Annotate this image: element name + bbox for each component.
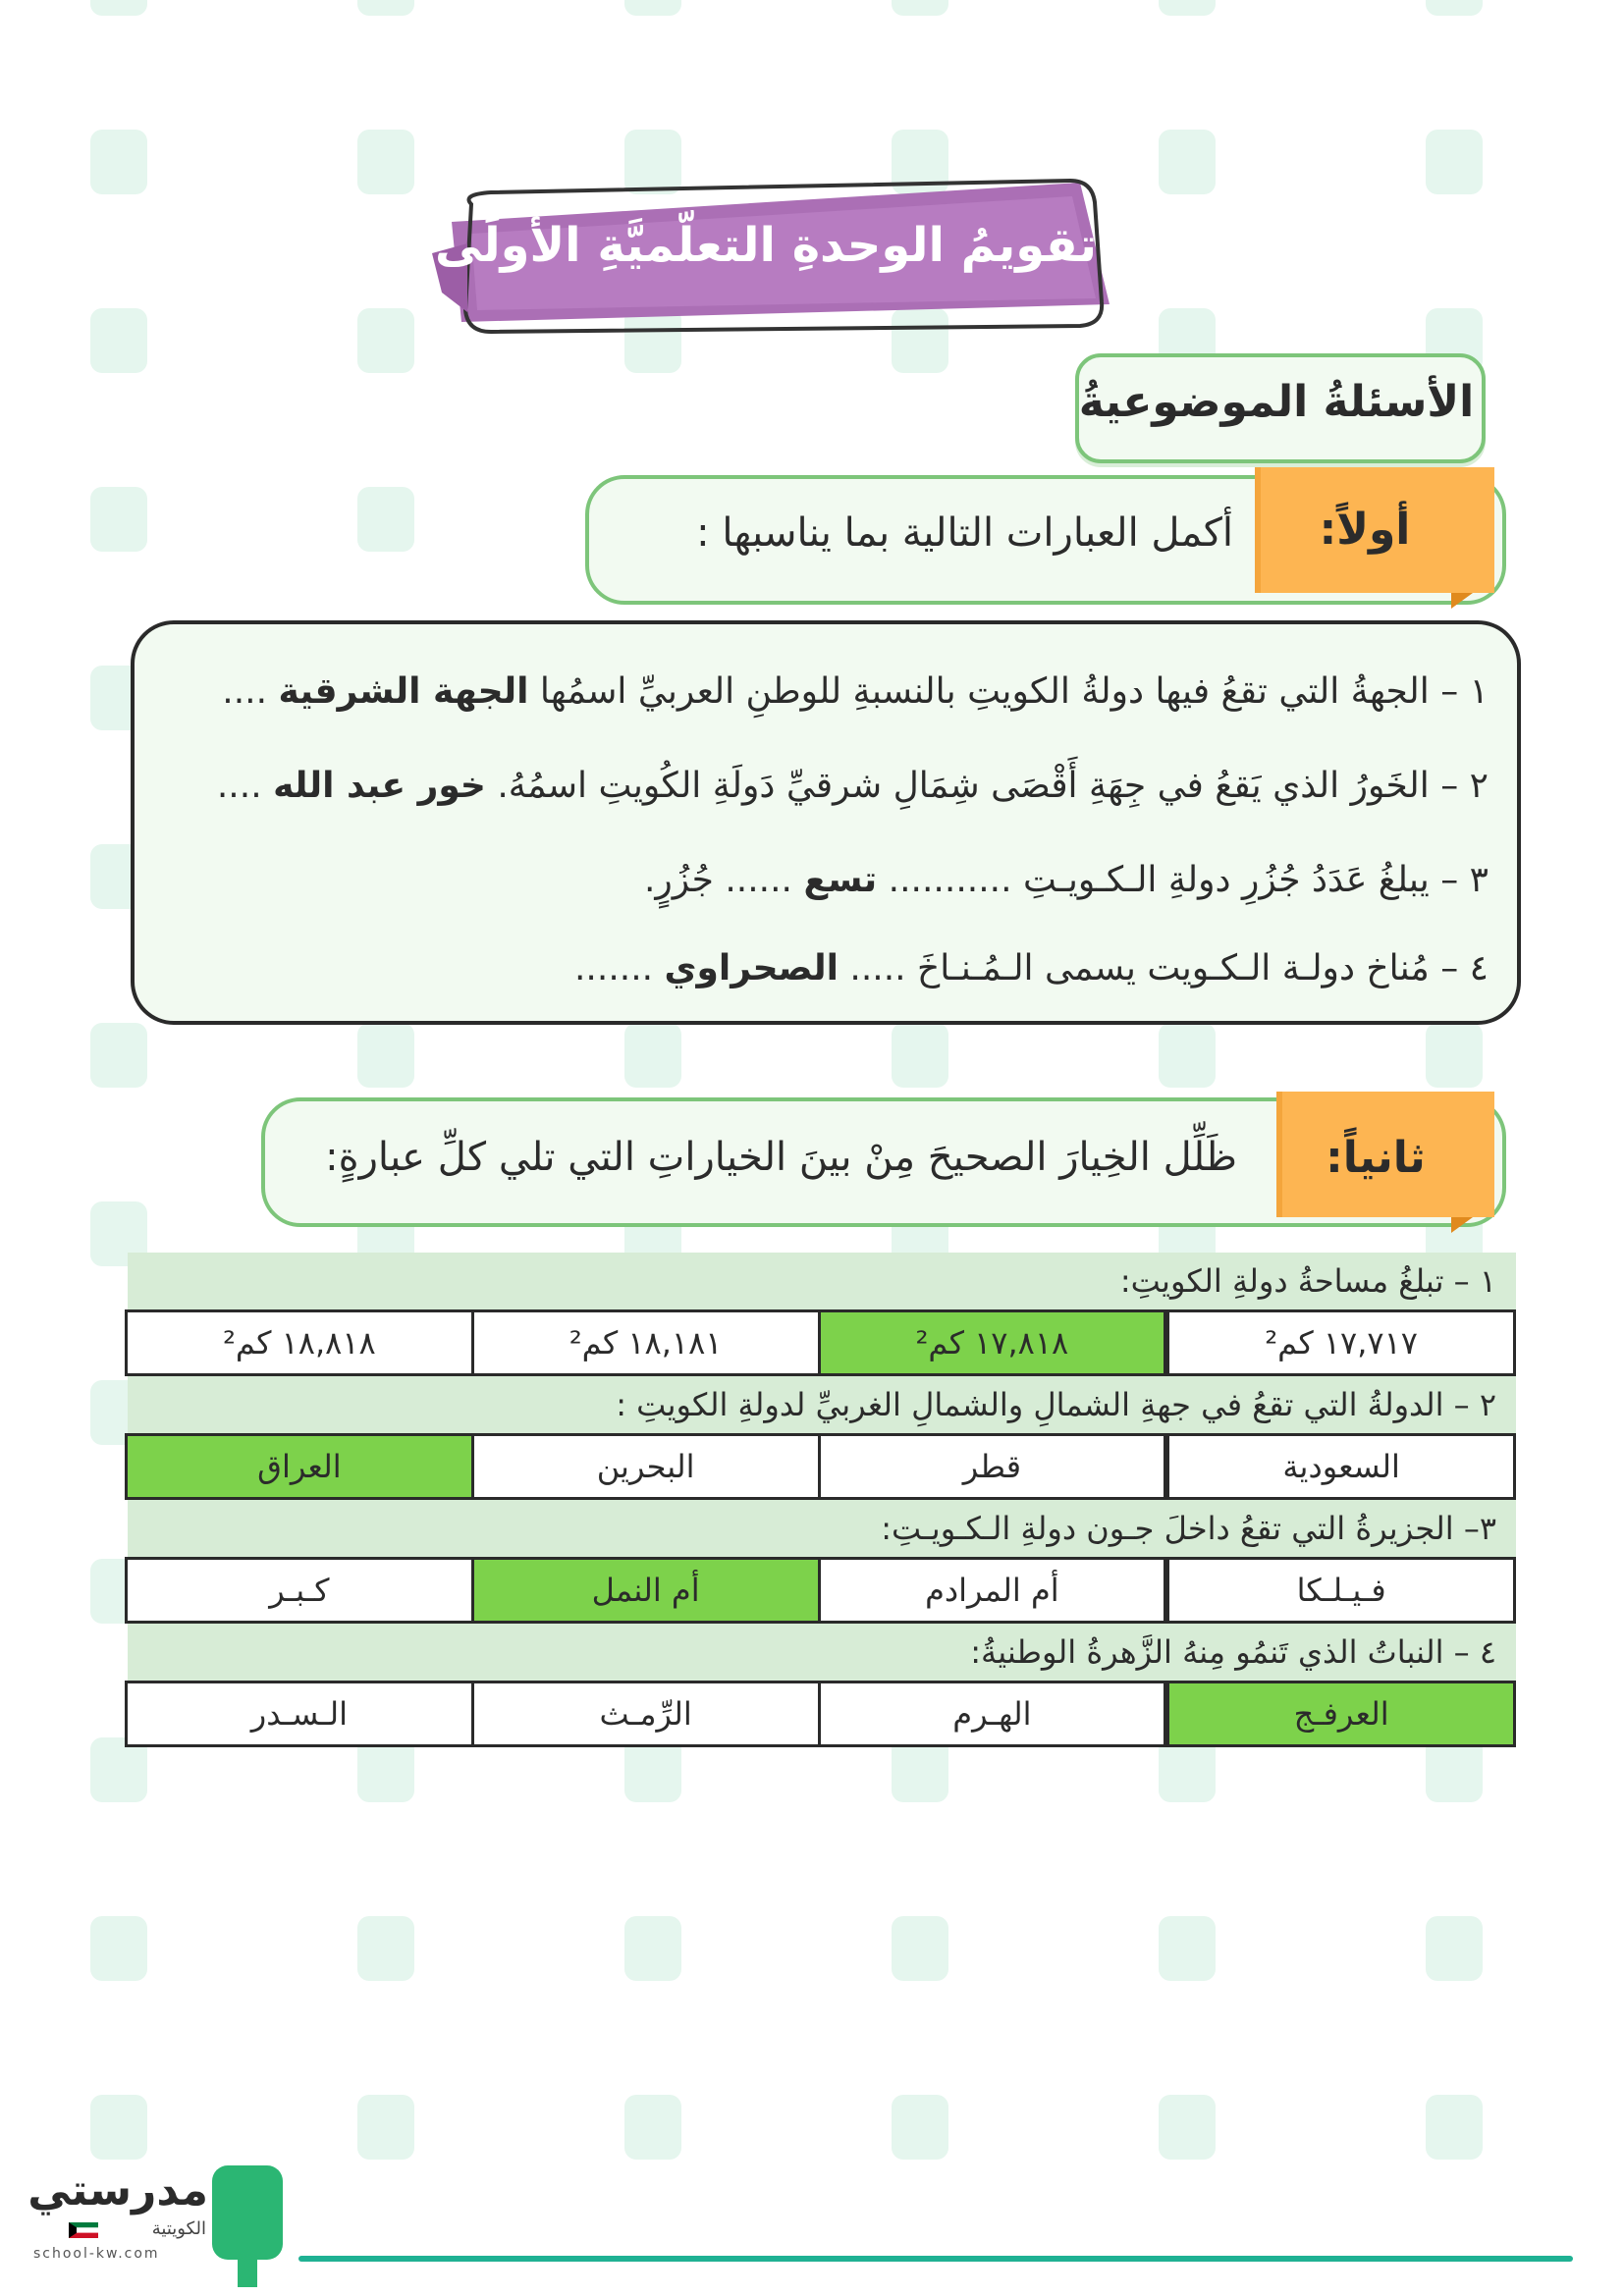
completion-item-4-answer[interactable]: الصحراوي (664, 948, 839, 988)
mcq-options-1 (128, 1309, 1516, 1376)
watermark-logo (1108, 1906, 1216, 2024)
mcq-question-2: ٢ – الدولةُ التي تقعُ في جهةِ الشمالِ والشمالِ الغربيِّ لدولةِ الكويتِ : (128, 1376, 1516, 1433)
mcq-option[interactable]: ١٧,٧١٧ كم² (1166, 1309, 1516, 1376)
watermark-logo (306, 120, 414, 238)
completion-item-2-text: ٢ – الخَورُ الذي يَقعُ في جِهَةِ أَقْصَى شِمَالِ شرقيِّ دَولَةِ الكُويتِ اسمُهُ. (497, 766, 1489, 806)
section2-tag-label: ثانياً: (1326, 1133, 1426, 1183)
completion-item-3-text: ٣ – يبلغُ عَدَدُ جُزُرِ دولةِ الـكـويـتِ ........... (888, 860, 1489, 900)
mcq-question-4: ٤ – النباتُ الذي تَنمُو مِنهُ الزَّهرةُ الوطنيةُ: (128, 1624, 1516, 1681)
watermark-logo (840, 2085, 948, 2203)
mcq-option[interactable]: ١٨,٨١٨ كم² (125, 1309, 474, 1376)
watermark-logo (306, 477, 414, 595)
mcq-option[interactable]: أم النمل (471, 1557, 821, 1624)
mcq-option[interactable]: العراق (125, 1433, 474, 1500)
mcq-question-3: ٣– الجزيرةُ التي تقعُ داخلَ جـون دولةِ الـكـويـتِ: (128, 1500, 1516, 1557)
watermark-logo (840, 0, 948, 59)
completion-item-2 (217, 766, 1489, 806)
watermark-logo (1375, 2085, 1483, 2203)
watermark-logo (39, 1906, 147, 2024)
watermark-logo (39, 0, 147, 59)
watermark-logo (39, 298, 147, 416)
mcq-option[interactable]: ١٧,٨١٨ كم² (818, 1309, 1167, 1376)
watermark-logo (573, 2085, 681, 2203)
section1-tag-label: أولاً: (1319, 505, 1411, 555)
watermark-logo (1108, 0, 1216, 59)
completion-item-2-answer[interactable]: خور عبد الله (273, 766, 486, 806)
watermark-logo (39, 1013, 147, 1131)
watermark-logo (1108, 2085, 1216, 2203)
watermark-logo (1375, 1906, 1483, 2024)
completion-item-1-text: ١ – الجهةُ التي تقعُ فيها دولةُ الكويتِ بالنسبةِ للوطنِ العربيِّ اسمُها (539, 671, 1489, 712)
completion-item-2-tail: .... (216, 766, 262, 806)
mcq-option[interactable]: السعودية (1166, 1433, 1516, 1500)
objective-heading: الأسئلةُ الموضوعيةُ (1078, 377, 1475, 427)
watermark-logo (306, 0, 414, 59)
mcq-option[interactable]: البحرين (471, 1433, 821, 1500)
completion-item-4-text: ٤ – مُناخ دولـة الـكـويت يسمى الـمُـنـاخَ ..... (849, 948, 1489, 988)
section1-tag-fold (1451, 593, 1473, 609)
watermark-logo (306, 298, 414, 416)
completion-item-4 (574, 948, 1489, 988)
completion-item-1 (222, 671, 1489, 712)
mcq-option[interactable]: الهـرم (818, 1681, 1167, 1747)
mcq-option[interactable]: ١٨,١٨١ كم² (471, 1309, 821, 1376)
page-title: تقويمُ الوحدةِ التعلّميَّةِ الأُولَى (435, 218, 1097, 273)
completion-item-4-tail: ....... (573, 948, 654, 988)
completion-item-3-answer[interactable]: تسع (803, 860, 878, 900)
logo-book-icon (212, 2165, 283, 2260)
section2-instruction: ظَلِّل الخِيارَ الصحيحَ مِنْ بينَ الخياراتِ التي تلي كلِّ عبارةٍ: (325, 1135, 1237, 1180)
watermark-logo (39, 120, 147, 238)
logo-url[interactable]: school-kw.com (33, 2246, 160, 2262)
section2-tag-fold (1451, 1217, 1473, 1233)
mcq-option[interactable]: قطر (818, 1433, 1167, 1500)
mcq-option[interactable]: كـبـر (125, 1557, 474, 1624)
mcq-option[interactable]: الـسـدر (125, 1681, 474, 1747)
mcq-option[interactable]: الرِّمـث (471, 1681, 821, 1747)
watermark-logo (39, 477, 147, 595)
school-logo[interactable] (29, 2163, 285, 2279)
completion-item-1-answer[interactable]: الجهة الشرقية (278, 671, 529, 712)
mcq-option[interactable]: العرفـج (1166, 1681, 1516, 1747)
watermark-logo (306, 1906, 414, 2024)
multiple-choice-table (128, 1253, 1516, 1747)
logo-name: مدرستي (27, 2165, 208, 2216)
mcq-option[interactable]: فـيـلـكا (1166, 1557, 1516, 1624)
watermark-logo (573, 0, 681, 59)
watermark-logo (306, 2085, 414, 2203)
footer-divider (298, 2256, 1573, 2262)
mcq-options-4 (128, 1681, 1516, 1747)
logo-subtitle: الكويتية (151, 2218, 206, 2239)
mcq-options-2 (128, 1433, 1516, 1500)
watermark-logo (1375, 0, 1483, 59)
watermark-logo (840, 1906, 948, 2024)
mcq-option[interactable]: أم المرادم (818, 1557, 1167, 1624)
completion-item-1-tail: .... (222, 671, 268, 712)
completion-item-3-tail: ...... جُزُرٍ. (643, 860, 792, 900)
watermark-logo (1108, 120, 1216, 238)
completion-item-3 (644, 860, 1489, 900)
mcq-question-1: ١ – تبلغُ مساحةُ دولةِ الكويتِ: (128, 1253, 1516, 1309)
section1-instruction: أكمل العبارات التالية بما يناسبها : (696, 510, 1233, 556)
mcq-options-3 (128, 1557, 1516, 1624)
watermark-logo (573, 1906, 681, 2024)
watermark-logo (1375, 120, 1483, 238)
